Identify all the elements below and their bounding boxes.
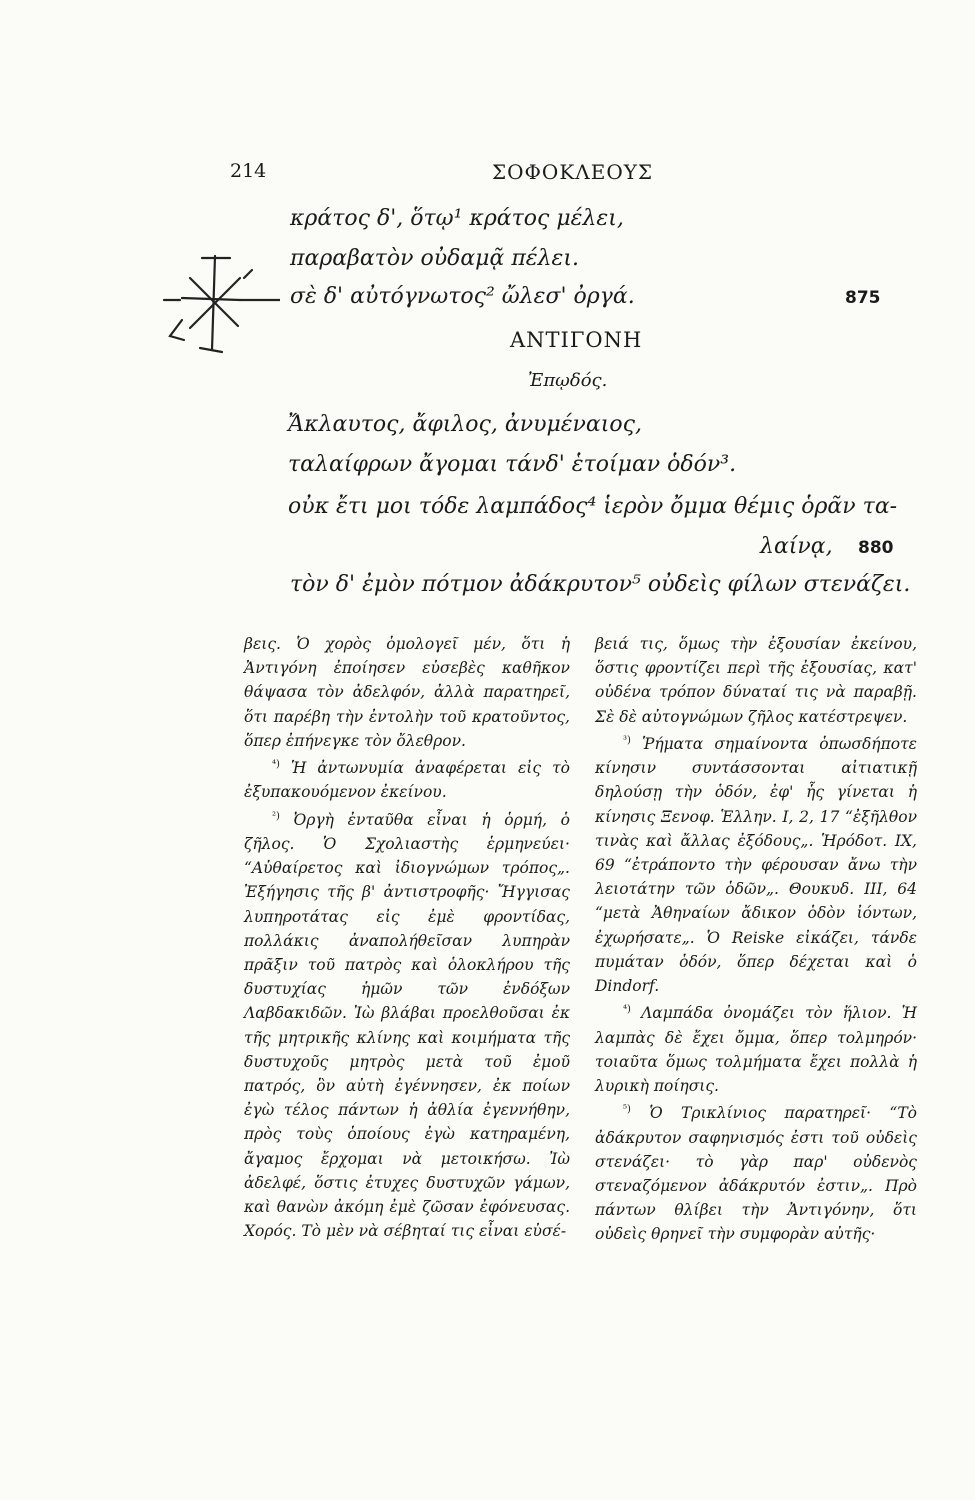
page-number: 214 [230, 160, 267, 182]
notes-left-column [244, 632, 570, 1243]
note-text: Λαμπάδα ὀνομάζει τὸν ἥλιον. Ἡ λαμπὰς δὲ ἔχει ὄμμα, ὅπερ τολμηρόν· τοιαῦτα ὅμως τολμήματα ἔχει πολλὰ ἡ λυρικὴ ποίησις. [595, 1004, 917, 1095]
note-text: Ὀργὴ ἐνταῦθα εἶναι ἡ ὁρμή, ὁ ζῆλος. Ὁ Σχολιαστὴς ἑρμηνεύει· “Αὐθαίρετος καὶ ἰδιογνώμων τρόπος„. Ἐξήγησις τῆς β' ἀντιστροφῆς· Ἤγγισας λυπηροτάτας εἰς ἐμὲ φροντίδας, πολλάκις ἀναπολήθεῖσαν λυπηρὰν πρᾶξιν τοῦ πατρὸς καὶ ὁλοκλήρου τῆς δυστυχίας ἡμῶν τῶν ἐνδόξων Λαβδακιδῶν. Ἰὼ βλάβαι προελθοῦσαι ἐκ τῆς μητρικῆς κλίνης καὶ κοιμήματα τῆς δυστυχοῦς μητρὸς μετὰ τοῦ ἐμοῦ πατρός, ὃν αὐτὴ ἐγέννησεν, ἐκ ποίων ἐγὼ τέλος πάντων ἡ ἀθλία ἐγεννήθην, πρὸς τοὺς ὁποίους ἐγὼ κατηραμένη, ἄγαμος ἔρχομαι νὰ μετοικήσω. Ἰὼ ἀδελφέ, ὅστις ἐτυχες δυστυχῶν γάμων, καὶ θανὼν ἀκόμη ἐμὲ ζῶσαν ἐφόνευσας. Χορός. Τὸ μὲν νὰ σέβηταί τις εἶναι εὐσέ- [244, 810, 570, 1241]
note-text: Ὁ Τρικλίνιος παρατηρεῖ· “Τὸ ἀδάκρυτον σαφηνισμός ἐστι τοῦ οὐδεὶς στενάζει· τὸ γὰρ παρ' οὐδενὸς στεναζόμενον ἀδάκρυτόν ἐστιν„. Πρὸ πάντων θλίβει τὴν Ἀντιγόνην, ὅτι οὐδεὶς θρηνεῖ τὴν συμφορὰν αὐτῆς· [595, 1104, 917, 1244]
footnote-4b [595, 998, 917, 1098]
verse-line-6: οὐκ ἔτι μοι τόδε λαμπάδος⁴ ἱερὸν ὄμμα θέμις ὁρᾶν τα- [288, 494, 898, 519]
footnote-5 [595, 1098, 917, 1246]
note-text: Ἡ ἀντωνυμία ἀναφέρεται εἰς τὸ ἐξυπακουόμενον ἐκείνου. [244, 759, 570, 802]
verse-line-2: παραβατὸν οὐδαμᾷ πέλει. [290, 246, 579, 271]
verse-line-3: σὲ δ' αὐτόγνωτος² ὤλεσ' ὀργά. [290, 284, 635, 309]
footnote-2 [244, 805, 570, 1244]
footnote-3 [595, 729, 917, 998]
handwritten-mark-icon [160, 248, 280, 358]
footnote-mark: ²) [272, 810, 280, 822]
line-number-875: 875 [845, 288, 881, 308]
line-number-880: 880 [858, 538, 894, 558]
verse-line-4: Ἄκλαυτος, ἄφιλος, ἀνυμέναιος, [288, 412, 642, 437]
verse-line-7: λαίνᾳ, [760, 534, 833, 559]
note-text: Ῥήματα σημαίνοντα ὁπωσδήποτε κίνησιν συντάσσονται αἰτιατικῇ δηλούσῃ τὴν ὁδόν, ἐφ' ἧς γίνεται ἡ κίνησις Ξενοφ. Ἑλλην. I, 2, 17 “ἐξῆλθον τινὰς καὶ ἄλλας ἐξόδους„. Ἡρόδοτ. IX, 69 “ἐτράποντο τὴν φέρουσαν ἄνω τὴν λειοτάτην τῶν ὁδῶν„. Θουκυδ. III, 64 “μετὰ Ἀθηναίων ἄδικον ὁδὸν ἰόντων, ἐχωρήσατε„. Ὁ Reiske εἰκάζει, τάνδε πυμάταν ὁδόν, ὅπερ δέχεται καὶ ὁ Dindorf. [595, 734, 917, 995]
verse-line-5: ταλαίφρων ἄγομαι τάνδ' ἑτοίμαν ὁδόν³. [288, 452, 737, 477]
section-label: Ἐπῳδός. [528, 370, 608, 391]
footnote-mark: ⁵) [623, 1104, 631, 1116]
verse-line-1: κράτος δ', ὅτῳ¹ κράτος μέλει, [290, 206, 624, 231]
running-title: ΣΟΦΟΚΛΕΟΥΣ [492, 160, 654, 184]
note-text: βειά τις, ὅμως τὴν ἐξουσίαν ἐκείνου, ὅστις φροντίζει περὶ τῆς ἐξουσίας, κατ' οὐδένα τρόπον δύναταί τις νὰ παραβῇ. Σὲ δὲ αὐτογνώμων ζῆλος κατέστρεψεν. [595, 635, 917, 726]
speaker-name: ΑΝΤΙΓΟΝΗ [510, 328, 643, 352]
footnote-mark: ⁴) [272, 759, 280, 771]
footnote-mark: ³) [623, 734, 631, 746]
footnote-mark: ⁴) [623, 1004, 631, 1016]
notes-right-column [595, 632, 917, 1247]
footnote-4 [244, 753, 570, 805]
page-header [230, 160, 910, 190]
verse-line-8: τὸν δ' ἐμὸν πότμον ἀδάκρυτον⁵ οὐδεὶς φίλων στενάζει. [290, 572, 911, 597]
note-text: βεις. Ὁ χορὸς ὁμολογεῖ μέν, ὅτι ἡ Ἀντιγόνη ἐποίησεν εὐσεβὲς καθῆκον θάψασα τὸν ἀδελφόν, ἀλλὰ παρατηρεῖ, ὅτι παρέβη τὴν ἐντολὴν τοῦ κρατοῦντος, ὅπερ ἐπήνεγκε τὸν ὄλεθρον. [244, 635, 570, 750]
